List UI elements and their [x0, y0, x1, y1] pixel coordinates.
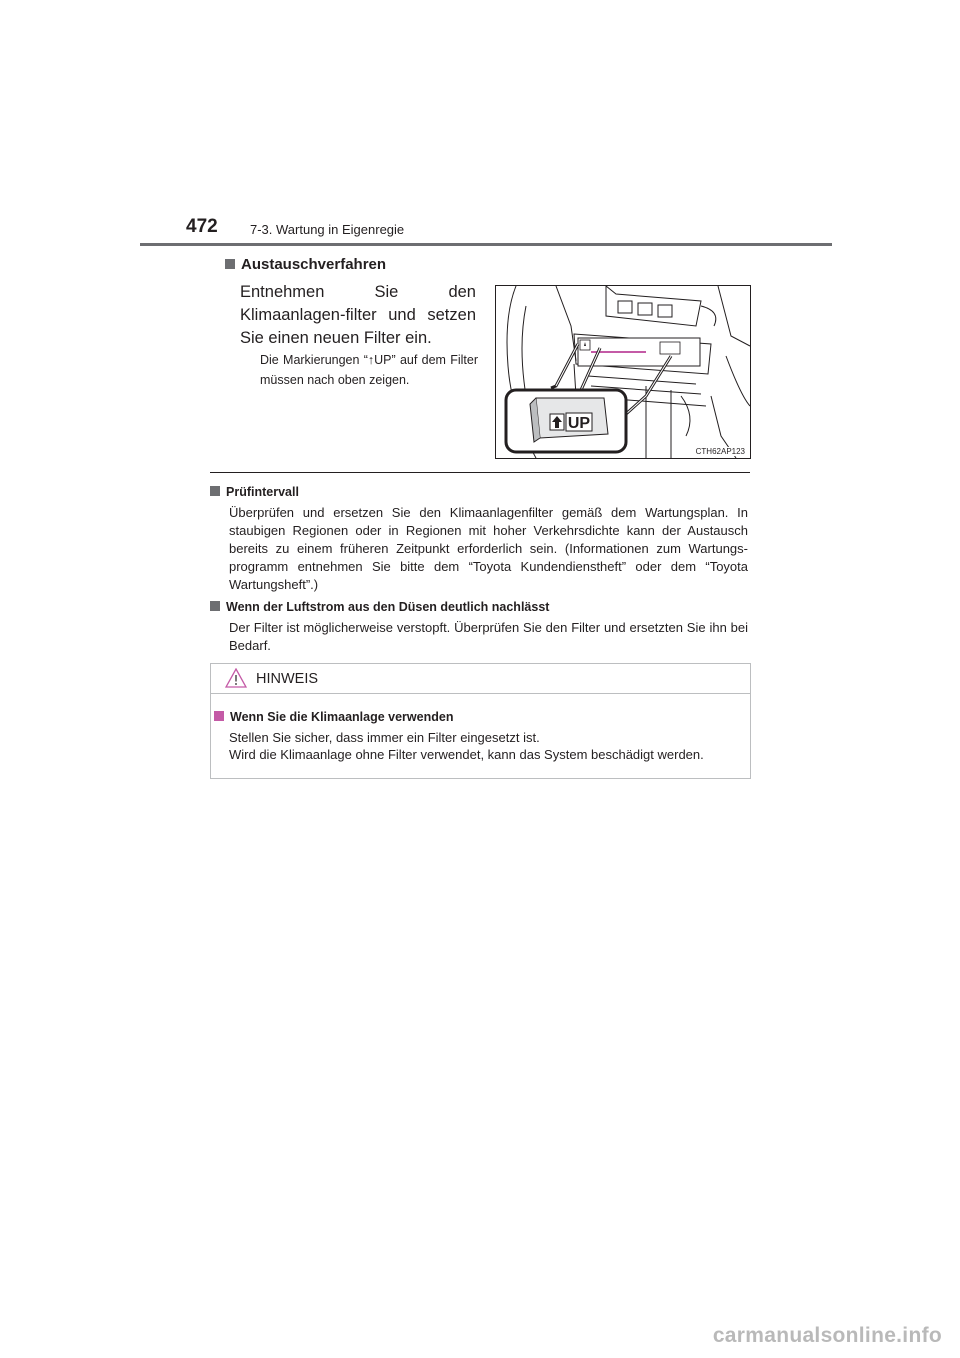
procedure-heading [225, 256, 386, 273]
notice-line-1: Stellen Sie sicher, dass immer ein Filter eingesetzt ist. [229, 730, 540, 745]
notice-line-2: Wird die Klimaanlage ohne Filter verwendet, kann das System beschädigt werden. [229, 747, 704, 762]
square-bullet-icon [210, 486, 220, 496]
figure-code: CTH62AP123 [695, 447, 745, 456]
section-divider [210, 472, 750, 473]
warning-triangle-icon [225, 668, 247, 688]
procedure-note: Die Markierungen “↑UP” auf dem Filter müssen nach oben zeigen. [260, 353, 478, 387]
header-rule [140, 243, 832, 246]
interval-heading-text: Prüfintervall [226, 485, 299, 499]
airflow-body: Der Filter ist möglicherweise verstopft. Überprüfen Sie den Filter und ersetzten Sie ihn bei Bedarf. [229, 620, 748, 653]
square-bullet-icon [214, 711, 224, 721]
procedure-heading-text: Austauschverfahren [241, 256, 387, 273]
notice-heading-text: Wenn Sie die Klimaanlage verwenden [230, 710, 454, 724]
notice-title: HINWEIS [256, 671, 319, 687]
notice-heading [214, 710, 453, 724]
interval-heading [210, 485, 299, 499]
up-label: UP [567, 415, 591, 432]
square-bullet-icon [225, 259, 235, 269]
square-bullet-icon [210, 601, 220, 611]
page-number: 472 [186, 216, 218, 237]
notice-box [210, 663, 751, 779]
airflow-heading [210, 600, 549, 614]
procedure-body: Entnehmen Sie den Klimaanlagen-filter und setzen Sie einen neuen Filter ein. [240, 283, 476, 347]
airflow-heading-text: Wenn der Luftstrom aus den Düsen deutlich nachlässt [226, 600, 550, 614]
notice-rule [211, 693, 750, 694]
filter-illustration [495, 285, 751, 459]
interval-body: Überprüfen und ersetzen Sie den Klimaanlagenfilter gemäß dem Wartungsplan. In staubigen Regionen oder in Regionen mit hoher Verkehrsdichte kann der Austausch bereits zu einem früheren Zeitpunkt erforderlich sein. (Informationen zum Wartungs-programm entnehmen Sie bitte dem “Toyota Kundendienstheft” oder dem “Toyota Wartungsheft”.) [229, 505, 748, 592]
section-title: 7-3. Wartung in Eigenregie [250, 222, 405, 237]
filter-illustration-drawing [496, 286, 750, 458]
watermark: carmanualsonline.info [712, 1324, 942, 1347]
